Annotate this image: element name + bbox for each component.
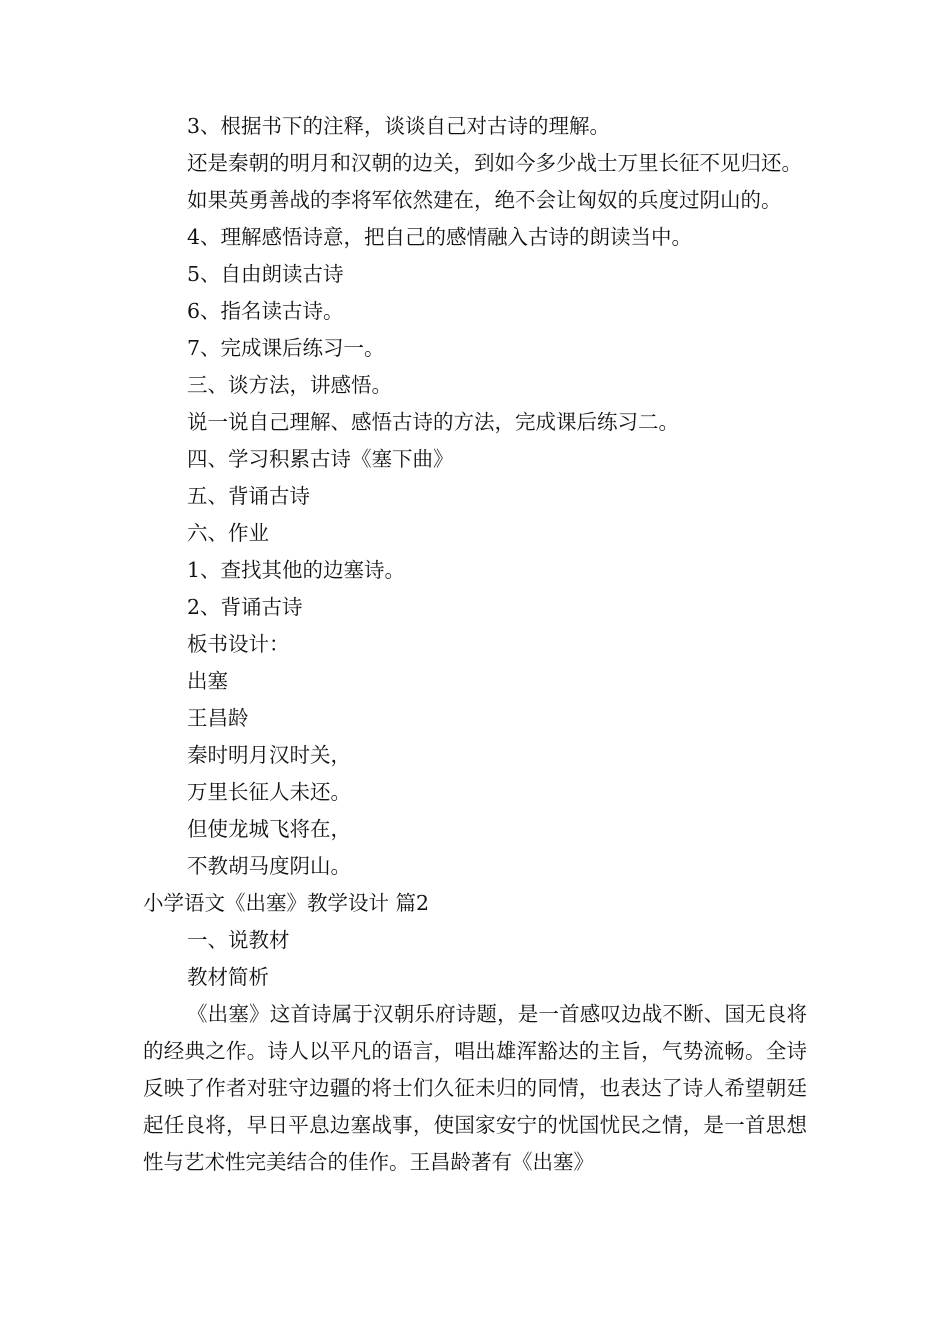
poem-title: 出塞 [187, 669, 228, 693]
paragraph: 还是秦朝的明月和汉朝的边关，到如今多少战士万里长征不见归还。 [187, 151, 802, 175]
text-line: 四、学习积累古诗《塞下曲》 [187, 447, 454, 471]
text-line: 3、根据书下的注释，谈谈自己对古诗的理解。 [187, 114, 611, 138]
text-line: 说一说自己理解、感悟古诗的方法，完成课后练习二。 [187, 410, 679, 434]
poem-line: 但使龙城飞将在， [187, 817, 351, 841]
text-line: 4、理解感悟诗意，把自己的感情融入古诗的朗读当中。 [187, 225, 693, 249]
text-line: 一、说教材 [187, 928, 290, 952]
text-line: 教材简析 [187, 965, 269, 989]
text-line: 五、背诵古诗 [187, 484, 310, 508]
text-line: 2、背诵古诗 [187, 595, 303, 619]
text-line: 6、指名读古诗。 [187, 299, 344, 323]
text-line: 六、作业 [187, 521, 269, 545]
paragraph: 《出塞》这首诗属于汉朝乐府诗题，是一首感叹边战不断、国无良将的经典之作。诗人以平凡的语言，唱出雄浑豁达的主旨，气势流畅。全诗反映了作者对驻守边疆的将士们久征未归的同情，也表达了诗人希望朝廷起任良将，早日平息边塞战事，使国家安宁的忧国忧民之情，是一首思想性与艺术性完美结合的佳作。王昌龄著有《出塞》 [143, 1002, 807, 1174]
poem-author: 王昌龄 [187, 706, 249, 730]
section-title: 小学语文《出塞》教学设计 篇2 [143, 891, 430, 915]
poem-line: 秦时明月汉时关， [187, 743, 351, 767]
document-body [143, 108, 823, 1181]
poem-line: 不教胡马度阴山。 [187, 854, 351, 878]
text-line: 7、完成课后练习一。 [187, 336, 385, 360]
text-line: 如果英勇善战的李将军依然建在，绝不会让匈奴的兵度过阴山的。 [187, 188, 782, 212]
text-line: 三、谈方法，讲感悟。 [187, 373, 392, 397]
poem-line: 万里长征人未还。 [187, 780, 351, 804]
text-line: 5、自由朗读古诗 [187, 262, 344, 286]
text-line: 板书设计： [187, 632, 290, 656]
text-line: 1、查找其他的边塞诗。 [187, 558, 406, 582]
